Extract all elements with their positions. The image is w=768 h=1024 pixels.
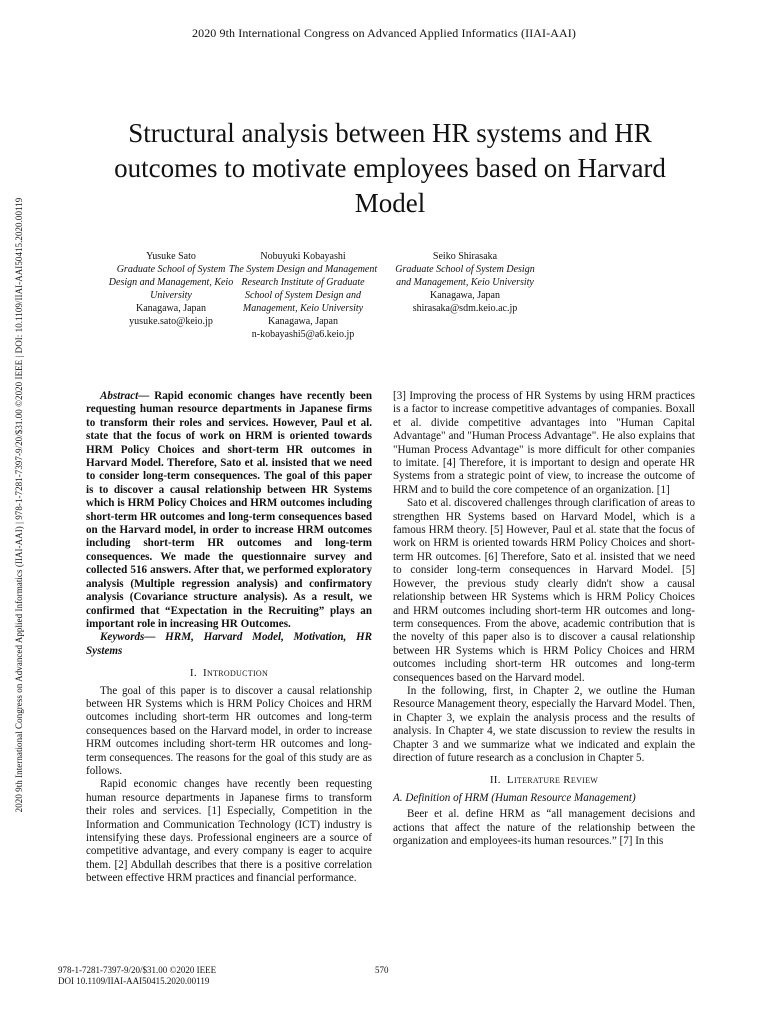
abstract-text: Rapid economic changes have recently been requesting human resource departments in Japanese firms to transform their roles and services. However, Paul et al. state that the focus of work on HRM is oriented towards HRM Policy Choices and short-term HR outcomes in Harvard Model. Therefore, Sato et al. insisted that we need to consider long-term consequences. The goal of this paper is to discover a causal relationship between HR Systems which is HRM Policy Choices and HRM outcomes including short-term HR outcomes and long-term consequences based on the Harvard model, in order to increase HRM outcomes including short-term HR outcomes and long-term consequences. We made the questionnaire survey and collected 516 answers. After that, we performed exploratory analysis (Multiple regression analysis) and confirmatory analysis (Covariance structure analysis). As a result, we confirmed that “Expectation in the Recruiting” plays an important role in increasing HR Outcomes.	[86, 390, 372, 630]
page-number: 570	[375, 965, 389, 975]
author-location: Kanagawa, Japan	[268, 316, 338, 327]
body-paragraph: In the following, first, in Chapter 2, we outline the Human Resource Management theory, especially the Harvard Model. Then, in Chapter 3, we explain the analysis process and the results of analysis. In Chapter 4, we state discussion to review the results in Chapter 3 and we summarize what we indicated and explain the direction of future research as a conclusion in Chapter 5.	[393, 684, 695, 764]
author-affiliation: Graduate School of System Design and Management, Keio University	[108, 264, 234, 301]
paper-title	[80, 116, 700, 221]
author-affiliation: The System Design and Management Research Institute of Graduate School of System Design and Management, Keio University	[228, 264, 378, 314]
author-1	[102, 250, 240, 328]
author-name: Nobuyuki Kobayashi	[260, 251, 346, 262]
footer-isbn: 978-1-7281-7397-9/20/$31.00 ©2020 IEEE	[58, 965, 217, 975]
body-paragraph: Sato et al. discovered challenges through clarification of areas to strengthen HR Systems based on Harvard Model, which is a famous HRM theory. [5] However, Paul et al. state that the focus of work on HRM is oriented towards HRM Policy Choices and short-term HR outcomes. [6] Therefore, Sato et al. insisted that we need to consider long-term consequences in Harvard Model. [5] However, the previous study clearly didn't show a causal relationship between HR Systems which is HRM Policy Choices and HRM outcomes including short-term HR outcomes and long-term consequences. From the above, academic contribution that is the novelty of this paper also is to discover a causal relationship between HR Systems which is HRM Policy Choices and HRM outcomes including short-term HR outcomes and long-term consequences based on the Harvard model.	[393, 497, 695, 684]
author-3	[390, 250, 540, 315]
sidebar-doi-text: 2020 9th International Congress on Advanced Applied Informatics (IIAI-AAI) | 978-1-7281-7397-9/20/$31.00 ©2020 IEEE | DOI: 10.1109/IIAI-AAI50415.2020.00119	[14, 197, 24, 813]
subsection-heading: A. Definition of HRM (Human Resource Management)	[393, 791, 636, 804]
author-email: shirasaka@sdm.keio.ac.jp	[412, 303, 518, 314]
section-number: II.	[489, 774, 501, 787]
abstract-label: Abstract—	[100, 390, 150, 402]
title-line: outcomes to motivate employees based on Harvard	[114, 153, 666, 183]
body-paragraph-continued: [3] Improving the process of HR Systems by using HRM practices is a factor to increase competitive advantages of companies. Boxall et al. divide competitive advantages into "Human Capital Advantage" and "Human Process Advantage". He also explains that "Human Process Advantage" is more difficult for other companies to imitate. [4] Therefore, it is important to design and operate HR Systems from a strategic point of view, to increase the outcome of HRM and to build the core competence of an organization. [1]	[393, 390, 695, 496]
section-heading-literature-review	[393, 774, 695, 787]
author-name: Seiko Shirasaka	[432, 251, 498, 262]
section-number: I.	[189, 667, 197, 680]
footer-copyright	[58, 965, 216, 987]
section-title: Introduction	[203, 667, 269, 680]
author-2	[228, 250, 378, 341]
body-paragraph: Beer et al. define HRM as “all management decisions and actions that affect the nature of the relationship between the organization and employees-its human resources.” [7] In this	[393, 808, 695, 847]
abstract	[86, 390, 372, 631]
footer-doi: DOI 10.1109/IIAI-AAI50415.2020.00119	[58, 976, 210, 986]
author-email: n-kobayashi5@a6.keio.jp	[251, 329, 355, 340]
sidebar-doi-strip	[12, 160, 26, 850]
author-email: yusuke.sato@keio.jp	[129, 316, 213, 327]
author-name: Yusuke Sato	[146, 251, 196, 262]
author-location: Kanagawa, Japan	[430, 290, 500, 301]
keywords: Keywords— HRM, Harvard Model, Motivation, HR Systems	[86, 631, 372, 657]
author-location: Kanagawa, Japan	[136, 303, 206, 314]
section-title: Literature Review	[506, 774, 599, 787]
left-column	[86, 390, 372, 886]
right-column	[393, 390, 695, 848]
conference-header: 2020 9th International Congress on Advanced Applied Informatics (IIAI-AAI)	[192, 26, 576, 40]
title-line: Model	[354, 188, 426, 218]
intro-paragraph-2: Rapid economic changes have recently been requesting human resource departments in Japanese firms to transform their roles and services. [1] Especially, Competition in the Information and Communication Technology (ICT) industry is intensifying these days. Professional engineers are a source of competitive advantage, and every company is eager to acquire them. [2] Abdullah describes that there is a positive correlation between effective HRM practices and financial performance.	[86, 778, 372, 885]
section-heading-introduction	[86, 667, 372, 680]
title-line: Structural analysis between HR systems and HR	[128, 118, 652, 148]
author-affiliation: Graduate School of System Design and Management, Keio University	[395, 264, 535, 288]
intro-paragraph-1: The goal of this paper is to discover a causal relationship between HR Systems which is HRM Policy Choices and HRM outcomes including short-term HR outcomes and long-term consequences based on the Harvard model, in order to increase HRM outcomes including short-term HR outcomes and long-term consequences. The reasons for the goal of this study are as follows.	[86, 684, 372, 777]
